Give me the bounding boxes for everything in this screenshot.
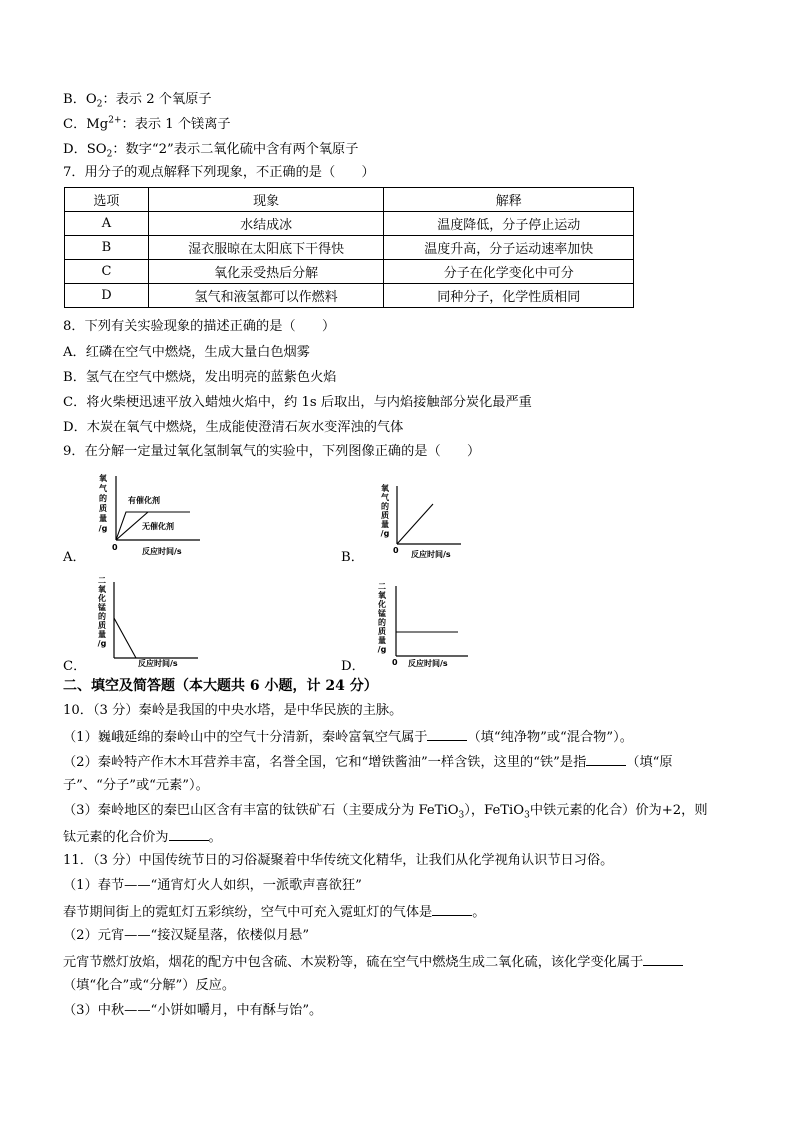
label-without-catalyst: 无催化剂 [142, 522, 174, 531]
section-title: 二、填空及简答题（本大题共 6 小题，计 24 分） [63, 678, 378, 694]
svg-text:气: 气 [99, 484, 107, 493]
table-cell: A [65, 212, 149, 236]
svg-text:氧: 氧 [381, 484, 389, 493]
y-axis-label [377, 582, 387, 654]
table-row [65, 260, 634, 284]
svg-text:氧: 氧 [378, 591, 386, 600]
label-with-catalyst: 有催化剂 [128, 496, 160, 505]
svg-text:质: 质 [381, 511, 389, 520]
q10-part1: （1）巍峨延绵的秦岭山中的空气十分清新，秦岭富氧空气属于 （填“纯净物”或“混合物”）。 [63, 727, 633, 747]
q11-part2-cont: （填“化合”或“分解”）反应。 [63, 978, 236, 993]
q9-label-a: A． [63, 550, 86, 565]
svg-text:二: 二 [378, 582, 386, 591]
x-axis-label: 反应时间/s [138, 659, 178, 668]
q11-part2: 元宵节燃灯放焰，烟花的配方中包含硫、木炭粉等，硫在空气中燃烧生成二氧化硫，该化学变化属于 [63, 952, 683, 972]
table-cell: 湿衣服晾在太阳底下干得快 [148, 236, 384, 260]
table-cell: 氢气和液氢都可以作燃料 [148, 284, 384, 308]
q7-stem: 7．用分子的观点解释下列现象，不正确的是（ ） [63, 165, 375, 180]
svg-text:量: 量 [381, 520, 389, 529]
y-axis-label [97, 576, 107, 648]
q6-option-c: C．$Mg^{2+}$：表示 1 个镁离子 [63, 115, 231, 132]
oxygen-curve [397, 504, 433, 544]
q10-part3-cont: 钛元素的化合价为 。 [63, 827, 222, 847]
q9-label-d: D． [341, 659, 365, 674]
table-cell: 氧化汞受热后分解 [148, 260, 384, 284]
y-axis-label [381, 483, 390, 538]
answer-blank[interactable] [643, 952, 683, 966]
x-axis-label: 反应时间/s [142, 547, 182, 556]
svg-text:的: 的 [98, 612, 106, 621]
svg-text:/g: /g [377, 645, 387, 654]
q9-graph-b [375, 482, 465, 560]
svg-text:量: 量 [98, 630, 106, 639]
q9-graph-d [372, 580, 472, 668]
svg-text:化: 化 [98, 594, 106, 603]
table-cell: 分子在化学变化中可分 [384, 260, 634, 284]
q8-stem: 8．下列有关实验现象的描述正确的是（ ） [63, 319, 336, 334]
table-row [65, 236, 634, 260]
q9-graph-c [92, 574, 202, 668]
table-cell: 温度升高，分子运动速率加快 [384, 236, 634, 260]
table-cell: B [65, 236, 149, 260]
table-cell: 同种分子，化学性质相同 [384, 284, 634, 308]
answer-blank[interactable] [169, 827, 209, 841]
svg-text:的: 的 [99, 494, 107, 503]
q10-part2: （2）秦岭特产作木木耳营养丰富，名誉全国，它和“增铁酱油”一样含铁，这里的“铁”是指 （填“原 [63, 752, 673, 772]
svg-text:气: 气 [381, 493, 389, 502]
svg-text:量: 量 [378, 636, 386, 645]
q9-label-b: B． [341, 550, 364, 565]
q8-option-a: A．红磷在空气中燃烧，生成大量白色烟雾 [63, 345, 310, 360]
q11-part1-title: （1）春节——“通宵灯火人如织，一派歌声喜欲狂” [63, 878, 362, 893]
svg-text:氧: 氧 [99, 474, 107, 483]
q8-option-d: D．木炭在氧气中燃烧，生成能使澄清石灰水变浑浊的气体 [63, 420, 404, 435]
svg-text:氧: 氧 [98, 585, 106, 594]
table-cell: 水结成冰 [148, 212, 384, 236]
answer-blank[interactable] [432, 902, 472, 916]
origin-label: 0 [393, 546, 399, 555]
q10-stem: 10．（3 分）秦岭是我国的中央水塔，是中华民族的主脉。 [63, 703, 403, 718]
svg-text:质: 质 [378, 627, 386, 636]
q6-option-b: B．$O_2$：表示 2 个氧原子 [63, 92, 212, 110]
table-cell: C [65, 260, 149, 284]
svg-text:的: 的 [378, 618, 386, 627]
q8-option-b: B．氢气在空气中燃烧，发出明亮的蓝紫色火焰 [63, 370, 337, 385]
table-cell: 温度降低，分子停止运动 [384, 212, 634, 236]
q9-graph-a [92, 472, 204, 558]
q9-label-c: C． [63, 659, 87, 674]
table-header-row [65, 188, 634, 212]
q10-part2-cont: 子”、“分子”或“元素”）。 [63, 778, 209, 793]
origin-label: 0 [112, 543, 118, 552]
table-cell: D [65, 284, 149, 308]
svg-text:质: 质 [99, 504, 107, 513]
x-axis-label: 反应时间/s [408, 659, 448, 668]
x-axis-label: 反应时间/s [411, 550, 451, 559]
mno2-curve [114, 618, 136, 658]
answer-blank[interactable] [586, 752, 626, 766]
answer-blank[interactable] [427, 727, 467, 741]
table-row [65, 212, 634, 236]
svg-text:质: 质 [98, 621, 106, 630]
table-header: 现象 [148, 188, 384, 212]
svg-text:二: 二 [98, 576, 106, 585]
q6-option-d: D．$SO_2$：数字“2”表示二氧化硫中含有两个氧原子 [63, 142, 359, 160]
origin-label: 0 [392, 658, 398, 667]
q11-stem: 11．（3 分）中国传统节日的习俗凝聚着中华传统文化精华，让我们从化学视角认识节日习俗。 [63, 853, 614, 868]
svg-text:量: 量 [99, 514, 107, 523]
svg-text:/g: /g [98, 524, 108, 533]
table-row [65, 284, 634, 308]
q11-part3-title: （3）中秋——“小饼如嚼月，中有酥与饴”。 [63, 1003, 323, 1018]
svg-text:/g: /g [380, 529, 390, 538]
svg-text:化: 化 [378, 600, 386, 609]
table-header: 选项 [65, 188, 149, 212]
svg-text:/g: /g [97, 639, 107, 648]
q9-stem: 9．在分解一定量过氧化氢制氧气的实验中，下列图像正确的是（ ） [63, 444, 481, 459]
q7-table [64, 187, 634, 308]
q11-part1: 春节期间街上的霓虹灯五彩缤纷，空气中可充入霓虹灯的气体是 。 [63, 902, 485, 922]
svg-text:锰: 锰 [98, 603, 106, 612]
q8-option-c: C．将火柴梗迅速平放入蜡烛火焰中，约 1s 后取出，与内焰接触部分炭化最严重 [63, 395, 532, 410]
svg-text:锰: 锰 [378, 609, 386, 618]
table-header: 解释 [384, 188, 634, 212]
q10-part3: （3）秦岭地区的秦巴山区含有丰富的钛铁矿石（主要成分为 FeTiO$_3$），FeTiO$_3$中铁元素的化合）价为+2，则 [63, 803, 708, 821]
svg-text:的: 的 [381, 502, 389, 511]
y-axis-label [99, 473, 108, 533]
q11-part2-title: （2）元宵——“接汉疑星落，依楼似月悬” [63, 928, 310, 943]
